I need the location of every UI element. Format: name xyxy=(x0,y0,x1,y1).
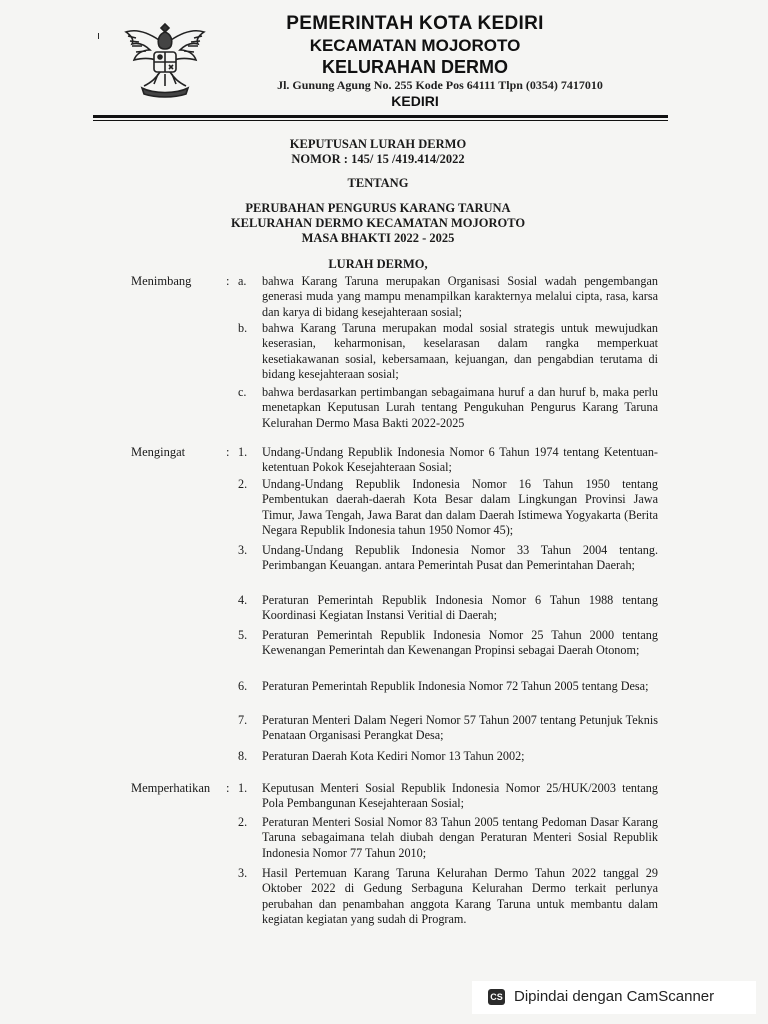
item-text: Undang-Undang Republik Indonesia Nomor 16 Tahun 1950 tentang Pembentukan daerah-daerah Kota Besar dalam Lingkungan Provinsi Jawa Timur, Jawa Tengah, Jawa Barat dan dalam Daerah Istimewa Yogyakarta (Berita Negara Republik Indonesia tahun 1950 Nomor 45); xyxy=(262,477,658,537)
letterhead-rule-thick xyxy=(93,115,668,118)
item-marker: 7. xyxy=(238,713,248,727)
list-item xyxy=(238,445,658,476)
item-marker: 4. xyxy=(238,593,248,607)
item-marker: 1. xyxy=(238,781,248,795)
item-text: Undang-Undang Republik Indonesia Nomor 33 Tahun 2004 tentang. Perimbangan Keuangan. antara Pemerintah Pusat dan Pemerintahan Daerah; xyxy=(262,543,658,573)
list-item xyxy=(238,815,658,861)
item-marker: a. xyxy=(238,274,247,288)
item-marker: b. xyxy=(238,321,248,335)
item-text: Peraturan Menteri Dalam Negeri Nomor 57 Tahun 2007 tentang Petunjuk Teknis Penataan Organisasi Perangkat Desa; xyxy=(262,713,658,743)
section-label-menimbang: Menimbang xyxy=(131,274,192,288)
list-item xyxy=(238,713,658,744)
decree-number: NOMOR : 145/ 15 /419.414/2022 xyxy=(291,152,465,166)
item-text: Hasil Pertemuan Karang Taruna Kelurahan Dermo Tahun 2022 tanggal 29 Oktober 2022 di Gedung Serbaguna Kelurahan Dermo terkait perlunya perubahan dan penambahan anggota Karang Taruna untuk membantu dalam kegiatan kegiatan yang sudah di Program. xyxy=(262,866,658,926)
item-text: Peraturan Pemerintah Republik Indonesia Nomor 6 Tahun 1988 tentang Koordinasi Kegiatan Instansi Veritial di Daerah; xyxy=(262,593,658,623)
list-item xyxy=(238,628,658,659)
list-item xyxy=(238,385,658,431)
camscanner-watermark xyxy=(472,981,756,1014)
list-item xyxy=(238,749,658,764)
list-item xyxy=(238,866,658,927)
camscanner-logo-icon: CS xyxy=(488,989,505,1005)
decree-title: KEPUTUSAN LURAH DERMO xyxy=(289,137,467,151)
section-colon: : xyxy=(226,445,230,459)
item-text: Peraturan Daerah Kota Kediri Nomor 13 Tahun 2002; xyxy=(262,749,525,763)
item-marker: 3. xyxy=(238,543,248,557)
item-text: bahwa Karang Taruna merupakan Organisasi Sosial wadah pengembangan generasi muda yang mampu menampilkan karakternya melalui cipta, rasa, karsa dan karya di bidang kesejahteraan sosial; xyxy=(262,274,658,319)
decree-about: TENTANG xyxy=(347,176,409,190)
list-item xyxy=(238,477,658,538)
list-item xyxy=(238,593,658,624)
decree-official: LURAH DERMO, xyxy=(328,257,428,271)
edge-mark: ı xyxy=(97,30,101,42)
section-colon: : xyxy=(226,274,230,288)
letterhead-city: KEDIRI xyxy=(391,93,439,109)
item-marker: c. xyxy=(238,385,247,399)
item-marker: 5. xyxy=(238,628,248,642)
item-marker: 8. xyxy=(238,749,248,763)
section-colon: : xyxy=(226,781,230,795)
item-text: Peraturan Pemerintah Republik Indonesia Nomor 25 Tahun 2000 tentang Kewenangan Pemerintah dan Kewenangan Propinsi sebagai Daerah Otonom; xyxy=(262,628,658,658)
list-item xyxy=(238,543,658,574)
garuda-emblem-icon xyxy=(120,16,210,98)
item-marker: 2. xyxy=(238,477,248,491)
letterhead-village: KELURAHAN DERMO xyxy=(322,57,508,77)
list-item xyxy=(238,321,658,382)
list-item xyxy=(238,274,658,320)
item-text: Keputusan Menteri Sosial Republik Indonesia Nomor 25/HUK/2003 tentang Pola Pembangunan Kesejahteraan Sosial; xyxy=(262,781,658,811)
letterhead-district: KECAMATAN MOJOROTO xyxy=(309,36,521,55)
list-item xyxy=(238,679,658,694)
item-text: bahwa berdasarkan pertimbangan sebagaimana huruf a dan huruf b, maka perlu menetapkan Keputusan Lurah tentang Pengukuhan Pengurus Karang Taruna Kelurahan Dermo Masa Bakti 2022-2025 xyxy=(262,385,658,430)
list-item xyxy=(238,781,658,812)
item-text: Peraturan Pemerintah Republik Indonesia Nomor 72 Tahun 2005 tentang Desa; xyxy=(262,679,649,693)
letterhead-rule-thin xyxy=(93,120,668,121)
decree-subject-line-2: KELURAHAN DERMO KECAMATAN MOJOROTO xyxy=(230,216,526,230)
item-marker: 3. xyxy=(238,866,248,880)
camscanner-label: Dipindai dengan CamScanner xyxy=(514,988,715,1005)
letterhead-address: Jl. Gunung Agung No. 255 Kode Pos 64111 Tlpn (0354) 7417010 xyxy=(277,78,603,92)
section-label-mengingat: Mengingat xyxy=(131,445,186,459)
item-marker: 1. xyxy=(238,445,248,459)
section-label-memperhatikan: Memperhatikan xyxy=(131,781,211,795)
item-text: bahwa Karang Taruna merupakan modal sosial strategis untuk mewujudkan keserasian, keharmonisan, keselarasan dalam rangka memperkuat kesetiakawanan sosial, kebersamaan, kejuangan, dan pengabdian terutama di bidang kesejahteraan sosial; xyxy=(262,321,658,381)
decree-subject-line-3: MASA BHAKTI 2022 - 2025 xyxy=(301,231,455,245)
decree-subject-line-1: PERUBAHAN PENGURUS KARANG TARUNA xyxy=(245,201,511,215)
item-marker: 6. xyxy=(238,679,248,693)
item-text: Undang-Undang Republik Indonesia Nomor 6 Tahun 1974 tentang Ketentuan-ketentuan Pokok Kesejahteraan Sosial; xyxy=(262,445,658,475)
item-marker: 2. xyxy=(238,815,248,829)
letterhead-government: PEMERINTAH KOTA KEDIRI xyxy=(286,13,544,34)
item-text: Peraturan Menteri Sosial Nomor 83 Tahun 2005 tentang Pedoman Dasar Karang Taruna sebagaimana telah diubah dengan Peraturan Menteri Sosial Republik Indonesia Nomor 77 Tahun 2010; xyxy=(262,815,658,860)
